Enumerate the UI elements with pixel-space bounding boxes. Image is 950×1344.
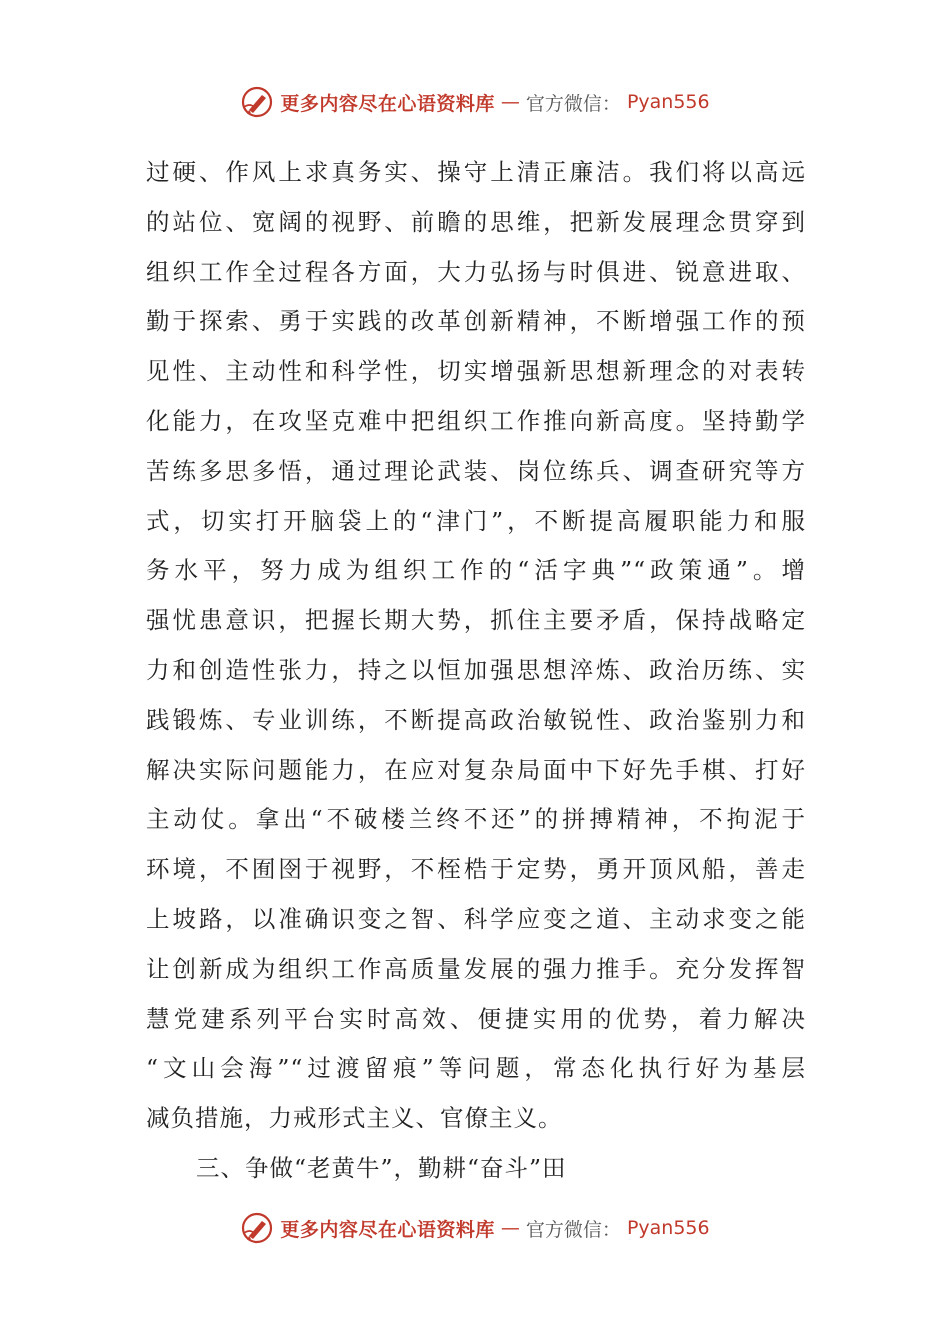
official-wechat-label: 官方微信： — [525, 92, 621, 115]
body-line: 强忧患意识，把握长期大势，抓住主要矛盾，保持战略定 — [146, 606, 806, 635]
wechat-id: Pyan556 — [626, 1217, 710, 1239]
body-line: 主动仗。拿出“不破楼兰终不还”的拼搏精神，不拘泥于 — [146, 805, 806, 834]
official-wechat-label: 官方微信： — [525, 1218, 621, 1241]
body-line: 见性、主动性和科学性，切实增强新思想新理念的对表转 — [146, 357, 806, 386]
body-line: 环境，不囿囹于视野，不桎梏于定势，勇开顶风船，善走 — [146, 855, 806, 884]
body-line: 过硬、作风上求真务实、操守上清正廉洁。我们将以高远 — [146, 158, 806, 186]
body-line-last: 减负措施，力戒形式主义、官僚主义。 — [146, 1104, 563, 1133]
body-line: “文山会海”“过渡留痕”等问题，常态化执行好为基层 — [146, 1054, 806, 1083]
header-watermark-banner — [0, 82, 950, 122]
footer-watermark-banner — [0, 1208, 950, 1248]
body-line: 务水平，努力成为组织工作的“活字典”“政策通”。增 — [146, 556, 806, 585]
body-line: 化能力，在攻坚克难中把组织工作推向新高度。坚持勤学 — [146, 406, 806, 435]
body-line: 苦练多思多悟，通过理论武装、岗位练兵、调查研究等方 — [146, 456, 806, 485]
body-line: 式，切实打开脑袋上的“津门”，不断提高履职能力和服 — [146, 506, 806, 535]
brand-text: 更多内容尽在心语资料库 — [280, 1218, 495, 1241]
body-line: 上坡路，以准确识变之智、科学应变之道、主动求变之能 — [146, 904, 806, 933]
wechat-id: Pyan556 — [626, 91, 710, 113]
body-line: 践锻炼、专业训练，不断提高政治敏锐性、政治鉴别力和 — [146, 705, 806, 734]
body-line: 解决实际问题能力，在应对复杂局面中下好先手棋、打好 — [146, 755, 806, 784]
brand-dash: — — [500, 1217, 520, 1239]
section-heading: 三、争做“老黄牛”，勤耕“奋斗”田 — [196, 1153, 567, 1182]
brand-dash: — — [500, 91, 520, 113]
document-body — [146, 148, 806, 1194]
brand-text: 更多内容尽在心语资料库 — [280, 92, 495, 115]
body-line: 的站位、宽阔的视野、前瞻的思维，把新发展理念贯穿到 — [146, 207, 806, 236]
body-line: 组织工作全过程各方面，大力弘扬与时俱进、锐意进取、 — [146, 257, 806, 286]
pen-logo-icon — [240, 85, 274, 119]
body-line: 力和创造性张力，持之以恒加强思想淬炼、政治历练、实 — [146, 655, 806, 684]
pen-logo-icon — [240, 1211, 274, 1245]
body-line: 慧党建系列平台实时高效、便捷实用的优势，着力解决 — [146, 1004, 806, 1033]
body-line: 勤于探索、勇于实践的改革创新精神，不断增强工作的预 — [146, 307, 806, 336]
body-line: 让创新成为组织工作高质量发展的强力推手。充分发挥智 — [146, 954, 806, 983]
